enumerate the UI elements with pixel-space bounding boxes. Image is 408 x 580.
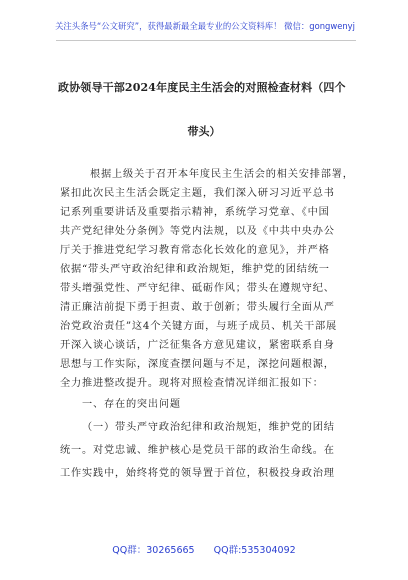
body-line: 共产党纪律处分条例》等党内法规，以及《中共中央办公 — [60, 226, 335, 237]
document-title-line-1: 政协领导干部2024年度民主生活会的对照检查材料（四个 — [58, 81, 346, 94]
body-line: 紧扣此次民主生活会既定主题，我们深入研习习近平总书 — [60, 188, 335, 199]
body-line: 全力推进整改提升。现将对照检查情况详细汇报如下： — [60, 378, 324, 389]
header-note: 关注头条号“公文研究”，获得最新最全最专业的公文资料库！ 微信：gongwenyj — [55, 21, 355, 31]
footer-qq-group-2: QQ群:535304092 — [213, 545, 296, 556]
body-line: 治党政治责任”这4个关键方面，与班子成员、机关干部展 — [60, 321, 337, 332]
footer-qq-group-1: QQ群：30265665 — [112, 545, 195, 556]
body-line: 开深入谈心谈话，广泛征集各方意见建议，紧密联系自身 — [60, 340, 335, 351]
body-line: 根据上级关于召开本年度民主生活会的相关安排部署， — [90, 169, 354, 180]
body-line: 统一。对党忠诚、维护核心是党员干部的政治生命线。在 — [60, 445, 335, 456]
body-line: 记系列重要讲话及重要指示精神，系统学习党章、《中国 — [60, 207, 330, 218]
header-divider — [56, 40, 356, 41]
body-line: （一）带头严守政治纪律和政治规矩，维护党的团结 — [82, 422, 335, 433]
section-heading: 一、存在的突出问题 — [82, 399, 181, 410]
body-line: 厅关于推进党纪学习教育常态化长效化的意见》，并严格 — [60, 245, 330, 256]
body-line: 工作实践中，始终将党的领导置于首位，积极投身政治理 — [60, 468, 335, 479]
body-line: 依据“带头严守政治纪律和政治规矩，维护党的团结统一 — [60, 264, 330, 275]
footer-contacts — [0, 542, 408, 556]
body-line: 清正廉洁前提下勇于担责、敢于创新；带头履行全面从严 — [60, 302, 335, 313]
body-line: 带头增强党性、严守纪律、砥砺作风；带头在遵规守纪、 — [60, 283, 335, 294]
document-title-line-2: 带头） — [187, 125, 221, 138]
body-line: 思想与工作实际，深度查摆问题与不足，深挖问题根源， — [60, 359, 335, 370]
